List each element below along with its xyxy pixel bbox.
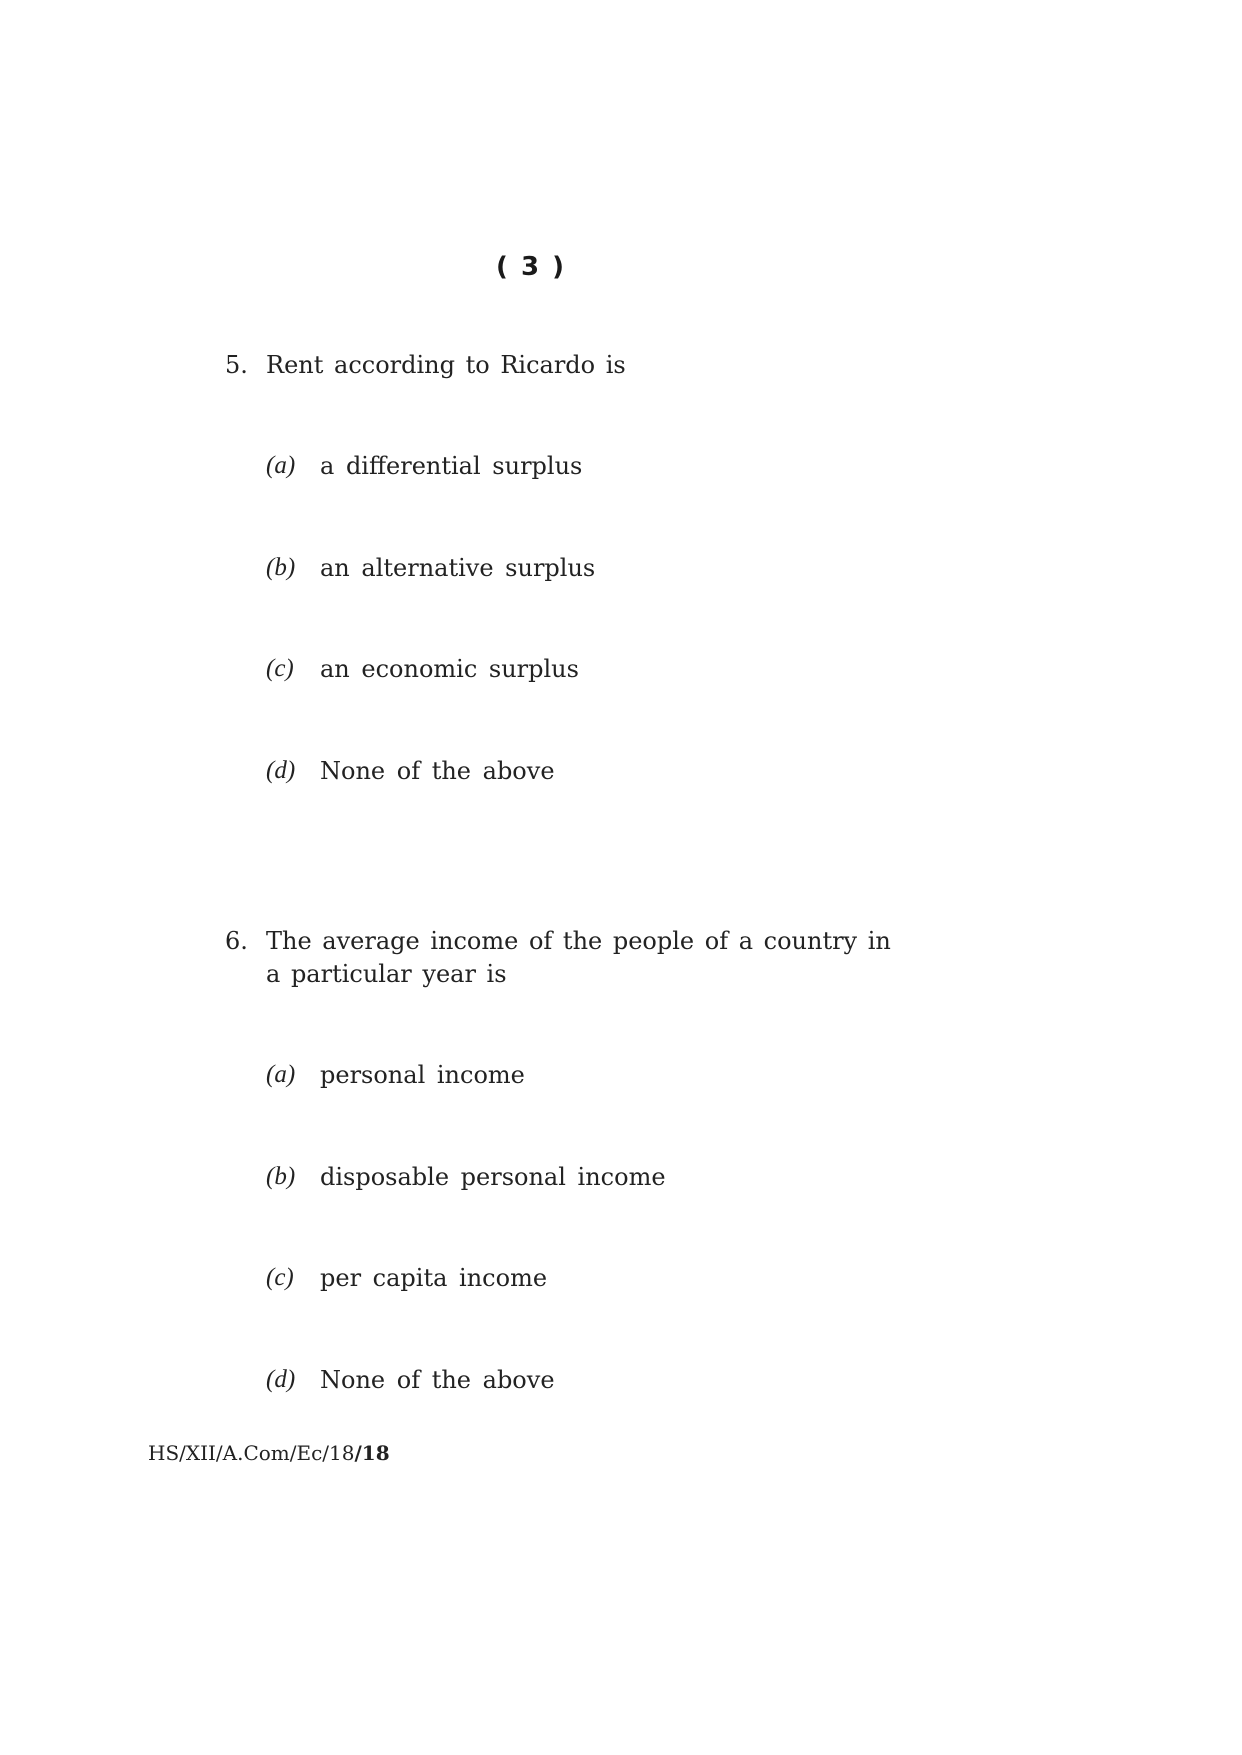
option-label: (a) — [266, 1061, 296, 1088]
option-label: (b) — [266, 1163, 296, 1190]
option-text: an economic surplus — [320, 655, 579, 683]
paper-code — [148, 1438, 390, 1468]
question-number: 5. — [225, 351, 248, 379]
option-label: (b) — [266, 554, 296, 581]
option-text: an alternative surplus — [320, 554, 596, 582]
option-text: per capita income — [320, 1264, 548, 1292]
option-label: (c) — [266, 655, 294, 682]
question-text-line-2: a particular year is — [266, 960, 507, 988]
option-text: a differential surplus — [320, 452, 583, 480]
page-number: ( 3 ) — [496, 252, 566, 282]
paper-code-suffix: /18 — [354, 1441, 390, 1465]
question-text: Rent according to Ricardo is — [266, 351, 626, 379]
option-label: (d) — [266, 1366, 296, 1393]
option-text: None of the above — [320, 1366, 555, 1394]
option-text: disposable personal income — [320, 1163, 666, 1191]
option-label: (d) — [266, 757, 296, 784]
option-label: (a) — [266, 452, 296, 479]
paper-code-prefix: HS/XII/A.Com/Ec/18 — [148, 1441, 355, 1465]
question-text-line-1: The average income of the people of a country in — [266, 927, 891, 955]
option-text: personal income — [320, 1061, 525, 1089]
option-text: None of the above — [320, 757, 555, 785]
question-number: 6. — [225, 927, 248, 955]
option-label: (c) — [266, 1264, 294, 1291]
